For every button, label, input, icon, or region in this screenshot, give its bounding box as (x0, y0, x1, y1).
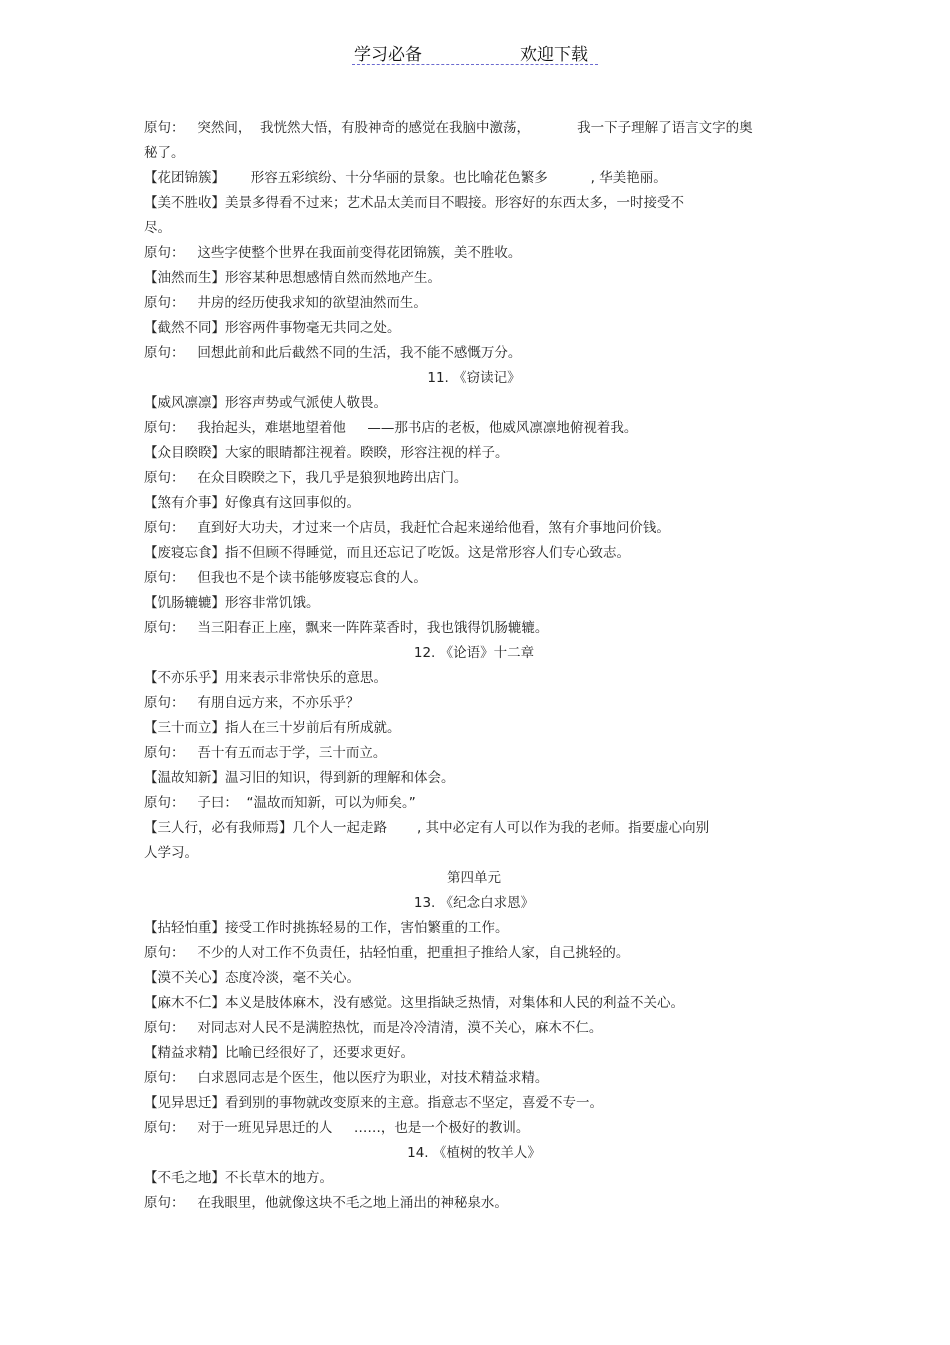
text-line: 【不亦乐乎】用来表示非常快乐的意思。 (144, 670, 387, 686)
text-line: 原句： 当三阳春正上座，飘来一阵阵菜香时，我也饿得饥肠辘辘。 (144, 620, 549, 636)
section-heading: 第四单元 (447, 870, 501, 886)
text-line: 【饥肠辘辘】形容非常饥饿。 (144, 595, 320, 611)
text-line: 原句： 我抬起头，难堪地望着他 ——那书店的老板，他威风凛凛地俯视着我。 (144, 420, 638, 436)
text-line: 【三人行，必有我师焉】几个人一起走路 , 其中必定有人可以作为我的老师。指要虚心向别 (144, 820, 710, 836)
header-right-text: 欢迎下载 (520, 45, 588, 65)
text-line: 【温故知新】温习旧的知识，得到新的理解和体会。 (144, 770, 455, 786)
text-line: 原句： 在众目睽睽之下，我几乎是狼狈地跨出店门。 (144, 470, 468, 486)
text-line: 【美不胜收】美景多得看不过来；艺术品太美而目不暇接。形容好的东西太多，一时接受不 (144, 195, 684, 211)
text-line: 原句： 不少的人对工作不负责任，拈轻怕重，把重担子推给人家，自己挑轻的。 (144, 945, 630, 961)
text-line: 【三十而立】指人在三十岁前后有所成就。 (144, 720, 401, 736)
text-line: 原句： 吾十有五而志于学，三十而立。 (144, 745, 387, 761)
header-left-text: 学习必备 (354, 45, 422, 65)
page-header (352, 40, 598, 65)
text-line: 【拈轻怕重】接受工作时挑拣轻易的工作，害怕繁重的工作。 (144, 920, 509, 936)
section-heading: 14. 《植树的牧羊人》 (407, 1145, 541, 1161)
text-line: 【废寝忘食】指不但顾不得睡觉，而且还忘记了吃饭。这是常形容人们专心致志。 (144, 545, 630, 561)
text-line: 【见异思迁】看到别的事物就改变原来的主意。指意志不坚定，喜爱不专一。 (144, 1095, 603, 1111)
text-line: 尽。 (144, 220, 171, 236)
text-line: 原句： 这些字使整个世界在我面前变得花团锦簇，美不胜收。 (144, 245, 522, 261)
section-heading: 13. 《纪念白求恩》 (413, 895, 535, 911)
text-line: 原句： 有朋自远方来，不亦乐乎？ (144, 695, 360, 711)
document-body (144, 116, 804, 1216)
text-line: 原句： 在我眼里，他就像这块不毛之地上涌出的神秘泉水。 (144, 1195, 508, 1211)
text-line: 【麻木不仁】本义是肢体麻木，没有感觉。这里指缺乏热情，对集体和人民的利益不关心。 (144, 995, 684, 1011)
text-line: 原句： 但我也不是个读书能够废寝忘食的人。 (144, 570, 427, 586)
text-line: 原句： 井房的经历使我求知的欲望油然而生。 (144, 295, 427, 311)
text-line: 原句： 突然间， 我恍然大悟，有股神奇的感觉在我脑中激荡， 我一下子理解了语言文字的奥 (144, 120, 753, 136)
text-line: 【众目睽睽】大家的眼睛都注视着。睽睽，形容注视的样子。 (144, 445, 509, 461)
text-line: 人学习。 (144, 845, 198, 861)
text-line: 【精益求精】比喻已经很好了，还要求更好。 (144, 1045, 414, 1061)
text-line: 原句： 对同志对人民不是满腔热忱，而是冷冷清清，漠不关心，麻木不仁。 (144, 1020, 603, 1036)
text-line: 秘了。 (144, 145, 185, 161)
text-line: 【不毛之地】不长草木的地方。 (144, 1170, 333, 1186)
text-line: 原句： 对于一班见异思迁的人 ……，也是一个极好的教训。 (144, 1120, 530, 1136)
text-line: 原句： 白求恩同志是个医生，他以医疗为职业，对技术精益求精。 (144, 1070, 549, 1086)
text-line: 【煞有介事】好像真有这回事似的。 (144, 495, 360, 511)
text-line: 原句： 回想此前和此后截然不同的生活，我不能不感慨万分。 (144, 345, 522, 361)
section-heading: 12. 《论语》十二章 (413, 645, 535, 661)
text-line: 【漠不关心】态度冷淡，毫不关心。 (144, 970, 360, 986)
text-line: 原句： 直到好大功夫，才过来一个店员，我赶忙合起来递给他看，煞有介事地问价钱。 (144, 520, 670, 536)
text-line: 【油然而生】形容某种思想感情自然而然地产生。 (144, 270, 441, 286)
text-line: 原句： 子曰： “温故而知新，可以为师矣。” (144, 795, 416, 811)
text-line: 【花团锦簇】 形容五彩缤纷、十分华丽的景象。也比喻花色繁多 , 华美艳丽。 (144, 170, 667, 186)
section-heading: 11. 《窃读记》 (427, 370, 521, 386)
text-line: 【截然不同】形容两件事物毫无共同之处。 (144, 320, 401, 336)
text-line: 【威风凛凛】形容声势或气派使人敬畏。 (144, 395, 387, 411)
